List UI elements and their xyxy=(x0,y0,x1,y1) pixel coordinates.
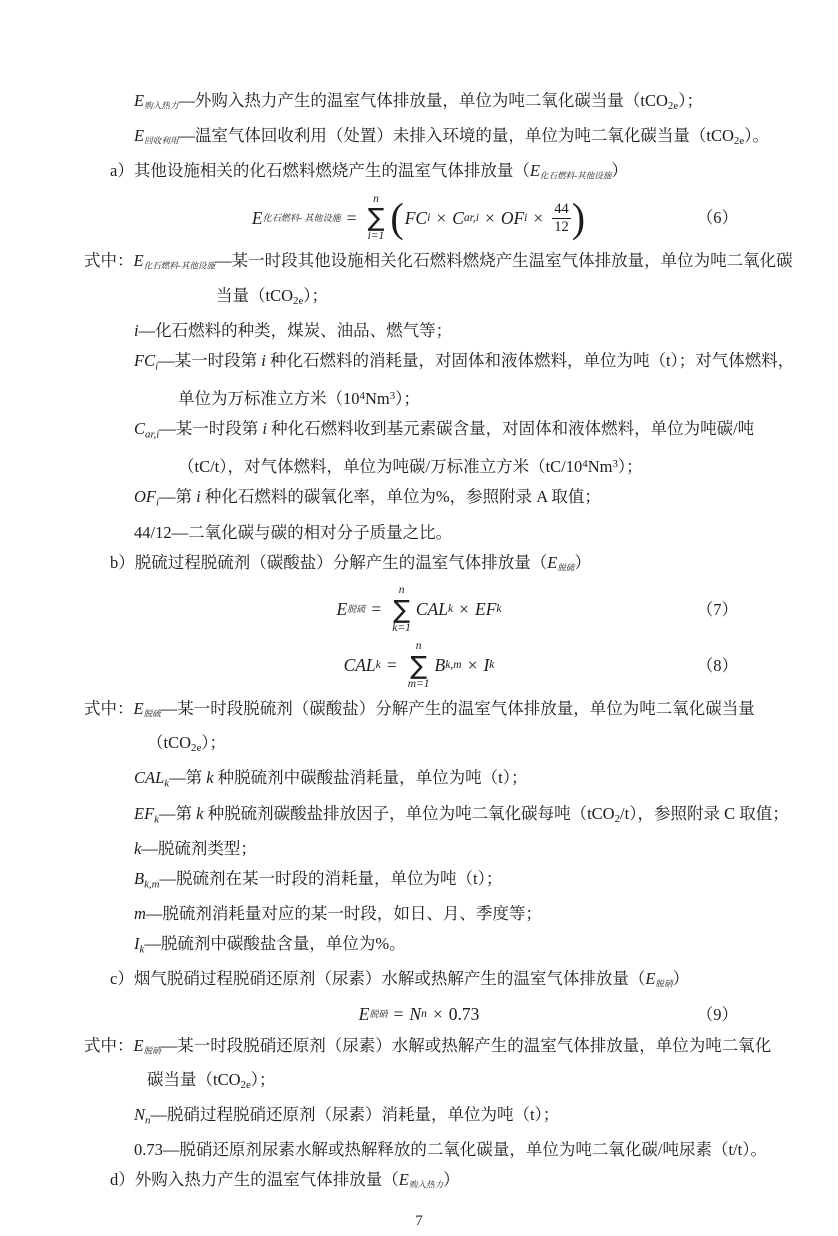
text-line xyxy=(134,316,754,346)
cjk-subscript: 脱硝 xyxy=(655,978,673,989)
text-line xyxy=(147,728,754,763)
math-variable: i xyxy=(261,350,266,370)
text-run: —温室气体回收利用（处置）未排入环境的量，单位为吨二氧化碳当量（tCO xyxy=(178,126,734,146)
subscript: 2e xyxy=(240,1079,251,1092)
italic-subscript: n xyxy=(421,1008,427,1020)
math-operator: × xyxy=(432,1004,443,1025)
text-run: —外购入热力产生的温室气体排放量，单位为吨二氧化碳当量（tCO xyxy=(178,91,668,110)
text-run: （tCO xyxy=(147,733,192,753)
cjk-subscript: 回收利用 xyxy=(144,135,179,146)
text-line xyxy=(110,156,754,190)
text-run: a）其他设施相关的化石燃料燃烧产生的温室气体排放量（ xyxy=(110,161,530,181)
math-variable: FC xyxy=(134,350,156,370)
math-variable: E xyxy=(134,91,145,110)
text-run: —某一时段第 xyxy=(159,419,263,439)
math-variable: OF xyxy=(134,487,156,507)
math-variable: i xyxy=(134,320,139,340)
math-variable: B xyxy=(434,655,446,676)
page-number: 7 xyxy=(415,1212,423,1229)
math-variable: FC xyxy=(404,207,428,228)
math-operator: × xyxy=(467,655,478,676)
sum-upper-limit: n xyxy=(398,584,405,597)
text-run: 碳当量（tCO xyxy=(147,1070,241,1090)
text-run: 单位为万标准立方米（10 xyxy=(178,389,360,409)
text-run: ）； xyxy=(250,1070,276,1090)
math-operator: × xyxy=(459,599,469,620)
text-run: —某一时段脱硫剂（碳酸盐）分解产生的温室气体排放量，单位为吨二氧化碳当量 xyxy=(160,698,755,718)
text-run: 种化石燃料收到基元素碳含量，对固体和液体燃料，单位为吨碳/吨 xyxy=(266,419,755,439)
text-run: —脱硫剂类型； xyxy=(141,838,257,858)
text-run: ）； xyxy=(303,285,329,305)
subscript: 2e xyxy=(191,742,202,755)
math-variable: k xyxy=(206,768,214,788)
text-run: 0.73 xyxy=(448,1004,480,1025)
text-run: —某一时段其他设施相关化石燃料燃烧产生温室气体排放量，单位为吨二氧化碳 xyxy=(215,251,793,271)
italic-subscript: k xyxy=(164,777,170,790)
text-line xyxy=(134,86,754,121)
math-variable: C xyxy=(134,419,146,439)
text-line xyxy=(110,964,754,998)
subscript: 2 xyxy=(614,812,621,825)
text-run: —某一时段第 xyxy=(158,350,262,370)
text-run: —化石燃料的种类，煤炭、油品、燃气等； xyxy=(138,320,453,340)
sigma-icon: ∑ xyxy=(410,650,428,680)
text-run: c）烟气脱硝过程脱硝还原剂（尿素）水解或热解产生的温室气体排放量（ xyxy=(110,969,646,989)
subscript: 2e xyxy=(667,100,679,113)
equation-number: （9） xyxy=(696,1004,738,1024)
cjk-subscript: 化石燃料-其他设施 xyxy=(143,260,216,271)
math-operator: = xyxy=(386,655,397,676)
text-line xyxy=(178,449,754,482)
text-line xyxy=(147,1065,754,1100)
italic-subscript: k xyxy=(375,659,381,672)
italic-subscript: k xyxy=(496,603,502,616)
math-operator: = xyxy=(393,1004,404,1025)
cjk-subscript: 购入热力 xyxy=(144,100,179,111)
text-run: 种脱硫剂碳酸盐排放因子，单位为吨二氧化碳每吨（tCO xyxy=(203,803,615,823)
italic-subscript: i xyxy=(155,360,159,373)
superscript: 3 xyxy=(389,390,396,403)
text-line xyxy=(178,381,754,414)
math-variable: CAL xyxy=(415,599,448,620)
text-run: —第 xyxy=(169,768,207,788)
cjk-subscript: 脱硝 xyxy=(369,1009,388,1020)
math-variable: i xyxy=(262,419,267,439)
formula-6 xyxy=(84,190,754,246)
formula-8 xyxy=(84,638,754,694)
cjk-subscript: 脱硫 xyxy=(143,708,161,719)
superscript: 3 xyxy=(612,458,618,471)
text-line xyxy=(134,1100,754,1135)
sigma-icon: ∑ xyxy=(367,203,385,233)
text-run: —第 xyxy=(159,487,197,507)
math-variable: m xyxy=(134,904,146,924)
sum-lower-limit: i=1 xyxy=(367,230,385,243)
text-line xyxy=(84,1031,772,1065)
italic-subscript: k,m xyxy=(445,659,462,672)
italic-subscript: k xyxy=(139,943,145,956)
math-operator: = xyxy=(371,599,382,620)
math-variable: E xyxy=(133,1035,144,1055)
equation-number: （7） xyxy=(696,599,738,619)
math-variable: E xyxy=(133,698,144,718)
math-variable: i xyxy=(196,487,201,507)
text-run: ）； xyxy=(678,91,703,110)
italic-subscript: k xyxy=(154,812,159,825)
text-run: 式中： xyxy=(84,698,134,718)
fraction-numerator: 44 xyxy=(554,201,569,218)
text-run: ） xyxy=(672,969,690,989)
text-line xyxy=(134,864,754,899)
text-run: ） xyxy=(574,552,591,572)
text-line xyxy=(134,929,754,964)
math-variable: B xyxy=(134,868,145,888)
left-parenthesis-icon: ( xyxy=(390,195,404,241)
text-run: —脱硫剂消耗量对应的某一时段，如日、月、季度等； xyxy=(145,904,542,924)
italic-subscript: k xyxy=(489,659,495,672)
text-run: b）脱硫过程脱硫剂（碳酸盐）分解产生的温室气体排放量（ xyxy=(110,552,548,572)
summation-symbol xyxy=(392,585,411,634)
formula-7 xyxy=(84,582,754,638)
text-line xyxy=(134,899,754,929)
math-variable: N xyxy=(409,1004,422,1025)
cjk-subscript: 脱硝 xyxy=(143,1045,161,1056)
text-run: —脱硝过程脱硝还原剂（尿素）消耗量，单位为吨（t）； xyxy=(150,1105,560,1125)
right-parenthesis-icon: ) xyxy=(571,195,586,241)
math-variable: E xyxy=(529,161,540,181)
fraction xyxy=(552,201,571,235)
math-variable: E xyxy=(547,552,558,572)
math-variable: E xyxy=(133,251,144,271)
text-run: 当量（tCO xyxy=(216,285,294,305)
math-variable: I xyxy=(134,934,140,954)
subscript: 2e xyxy=(733,135,745,148)
italic-subscript: k,m xyxy=(144,878,160,891)
text-run: /t），参照附录 C 取值； xyxy=(620,803,789,823)
italic-subscript: n xyxy=(145,1114,151,1127)
italic-subscript: i xyxy=(524,211,528,224)
text-run: d）外购入热力产生的温室气体排放量（ xyxy=(110,1170,399,1190)
text-run: Nm xyxy=(364,389,390,409)
text-run: ） xyxy=(611,161,628,181)
sum-lower-limit: m=1 xyxy=(407,677,430,690)
text-run: （tC/t），对气体燃料，单位为吨碳/万标准立方米（tC/10 xyxy=(178,457,583,477)
italic-subscript: ar,i xyxy=(463,211,479,224)
fraction-denominator: 12 xyxy=(554,218,569,235)
text-line xyxy=(110,1165,754,1199)
text-line xyxy=(134,1135,767,1165)
math-operator: × xyxy=(436,207,447,228)
math-variable: E xyxy=(251,207,263,228)
math-variable: E xyxy=(645,969,656,989)
text-run: 种化石燃料的碳氧化率，单位为%，参照附录 A 取值； xyxy=(200,487,601,507)
text-line xyxy=(134,834,754,864)
math-operator: × xyxy=(533,207,544,228)
math-variable: E xyxy=(358,1004,370,1025)
text-run: 种脱硫剂中碳酸盐消耗量，单位为吨（t）； xyxy=(213,768,528,788)
text-run: ）。 xyxy=(744,126,769,146)
text-line xyxy=(134,799,789,834)
math-variable: I xyxy=(483,655,490,676)
text-line xyxy=(134,414,754,449)
cjk-subscript: 化石燃料- 其他设施 xyxy=(262,212,341,223)
text-run: —脱硫剂中碳酸盐含量，单位为%。 xyxy=(144,934,406,954)
equation-number: （6） xyxy=(696,208,738,228)
superscript: 4 xyxy=(359,390,365,403)
text-line xyxy=(134,482,754,517)
text-run: ）； xyxy=(395,389,420,409)
text-run: —第 xyxy=(159,803,197,823)
text-run: 0.73—脱硝还原剂尿素水解或热解释放的二氧化碳量，单位为吨二氧化碳/吨尿素（t/t）。 xyxy=(134,1140,767,1160)
math-variable: OF xyxy=(500,207,525,228)
formula-9 xyxy=(84,999,754,1031)
italic-subscript: i xyxy=(156,496,160,509)
math-operator: = xyxy=(346,207,357,228)
text-line xyxy=(134,121,769,156)
cjk-subscript: 购入热力 xyxy=(408,1179,444,1190)
math-variable: N xyxy=(134,1105,146,1125)
math-variable: C xyxy=(452,207,464,228)
text-line xyxy=(84,694,754,728)
document-content xyxy=(84,86,795,1200)
sum-upper-limit: n xyxy=(415,640,422,653)
text-run: ）； xyxy=(617,457,643,477)
math-variable: E xyxy=(398,1170,409,1190)
math-variable: EF xyxy=(475,599,497,620)
text-line xyxy=(110,548,754,582)
summation-symbol xyxy=(368,194,385,243)
math-variable: E xyxy=(336,599,348,620)
text-line xyxy=(134,518,754,548)
math-variable: EF xyxy=(134,803,155,823)
cjk-subscript: 脱硫 xyxy=(347,604,366,615)
math-operator: × xyxy=(484,207,495,228)
italic-subscript: i xyxy=(427,211,431,224)
sum-lower-limit: k=1 xyxy=(392,621,411,634)
sigma-icon: ∑ xyxy=(393,594,410,624)
text-run: 式中： xyxy=(84,251,134,271)
text-run: Nm xyxy=(587,457,613,477)
math-variable: E xyxy=(134,126,145,146)
sum-upper-limit: n xyxy=(373,192,379,205)
math-variable: CAL xyxy=(134,768,165,788)
superscript: 4 xyxy=(582,458,588,471)
math-variable: CAL xyxy=(343,655,376,676)
text-run: 44/12—二氧化碳与碳的相对分子质量之比。 xyxy=(134,522,453,542)
summation-symbol xyxy=(408,641,430,690)
text-line xyxy=(134,346,795,381)
italic-subscript: k xyxy=(447,603,454,616)
text-run: —某一时段脱硝还原剂（尿素）水解或热解产生的温室气体排放量，单位为吨二氧化 xyxy=(160,1035,772,1055)
italic-subscript: ar,i xyxy=(145,428,160,441)
text-run: ） xyxy=(443,1170,460,1190)
text-line xyxy=(134,763,754,798)
math-variable: k xyxy=(134,838,142,858)
equation-number: （8） xyxy=(696,655,738,675)
cjk-subscript: 脱硫 xyxy=(557,561,575,572)
text-line xyxy=(84,246,793,280)
text-run: 式中： xyxy=(84,1035,134,1055)
text-run: —脱硫剂在某一时段的消耗量，单位为吨（t）； xyxy=(159,868,503,888)
cjk-subscript: 化石燃料-其他设施 xyxy=(539,170,612,181)
math-variable: k xyxy=(196,803,204,823)
text-line xyxy=(216,281,754,316)
text-run: ）； xyxy=(201,733,227,753)
subscript: 2e xyxy=(293,294,304,307)
text-run: 种化石燃料的消耗量，对固体和液体燃料，单位为吨（t）；对气体燃料， xyxy=(265,350,795,370)
